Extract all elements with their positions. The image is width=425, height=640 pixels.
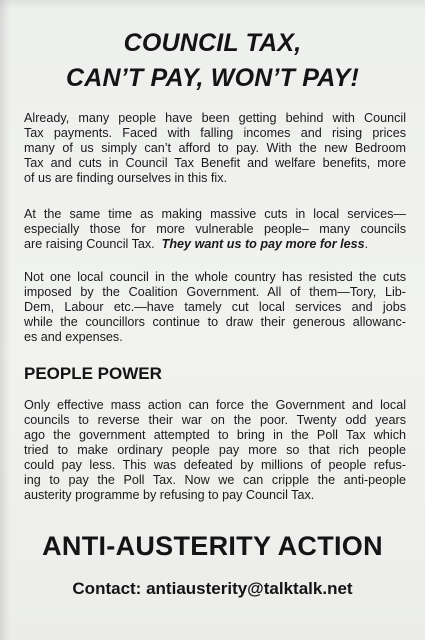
paragraph-line: councils to reverse their war on the poor. Twenty odd years <box>24 413 406 427</box>
paragraph-line: Tax and cuts in Council Tax Benefit and welfare benefits, more <box>24 156 406 170</box>
title-line-2: CAN’T PAY, WON’T PAY! <box>65 64 360 92</box>
contact-line <box>0 577 425 601</box>
paragraph-line: tried to make ordinary people pay more so that rich people <box>24 443 406 457</box>
paragraph-line-with-emphasis <box>24 237 406 252</box>
paragraph-line: could pay less. This was defeated by millions of people refus- <box>24 458 406 472</box>
paragraph-line: Tax payments. Faced with falling incomes and rising prices <box>24 126 406 140</box>
paragraph-arrears <box>24 111 406 186</box>
paragraph-line: austerity programme by refusing to pay Council Tax. <box>24 488 315 502</box>
paragraph-line-text: are raising Council Tax. <box>24 237 162 251</box>
emphasis-text: They want us to pay more for less <box>161 237 365 251</box>
paragraph-line: of us are finding ourselves in this fix. <box>24 171 228 185</box>
contact-label: Contact: <box>72 579 142 598</box>
paragraph-line: Only effective mass action can force the Government and local <box>24 398 406 412</box>
paragraph-line: ago the government attempted to bring in the Poll Tax which <box>24 428 406 442</box>
emphasis-tail: . <box>364 237 369 251</box>
paragraph-councils <box>24 270 406 345</box>
paragraph-line: especially those for more vulnerable people– many councils <box>24 222 406 236</box>
paragraph-cuts <box>24 207 406 252</box>
page-top-shadow <box>0 0 425 10</box>
paragraph-line: imposed by the Coalition Government. All of them—Tory, Lib- <box>24 285 406 299</box>
title-line-1: COUNCIL TAX, <box>123 29 302 57</box>
paragraph-line: while the councillors continue to draw their generous allowanc- <box>24 315 406 329</box>
paragraph-line: Not one local council in the whole country has resisted the cuts <box>24 270 406 284</box>
paragraph-line: ing to pay the Poll Tax. Now we can cripple the anti-people <box>24 473 406 487</box>
contact-email[interactable]: antiausterity@talktalk.net <box>146 579 353 598</box>
paragraph-line: many of us simply can’t afford to pay. With the new Bedroom <box>24 141 406 155</box>
paragraph-line: Already, many people have been getting behind with Council <box>24 111 406 125</box>
paragraph-people-power <box>24 398 406 503</box>
organisation-name: ANTI-AUSTERITY ACTION <box>42 531 383 561</box>
paragraph-line: At the same time as making massive cuts in local services— <box>24 207 406 221</box>
paragraph-line: es and expenses. <box>24 330 123 344</box>
section-heading: PEOPLE POWER <box>24 364 162 383</box>
paragraph-line: Dem, Labour etc.—have tamely cut local services and jobs <box>24 300 406 314</box>
